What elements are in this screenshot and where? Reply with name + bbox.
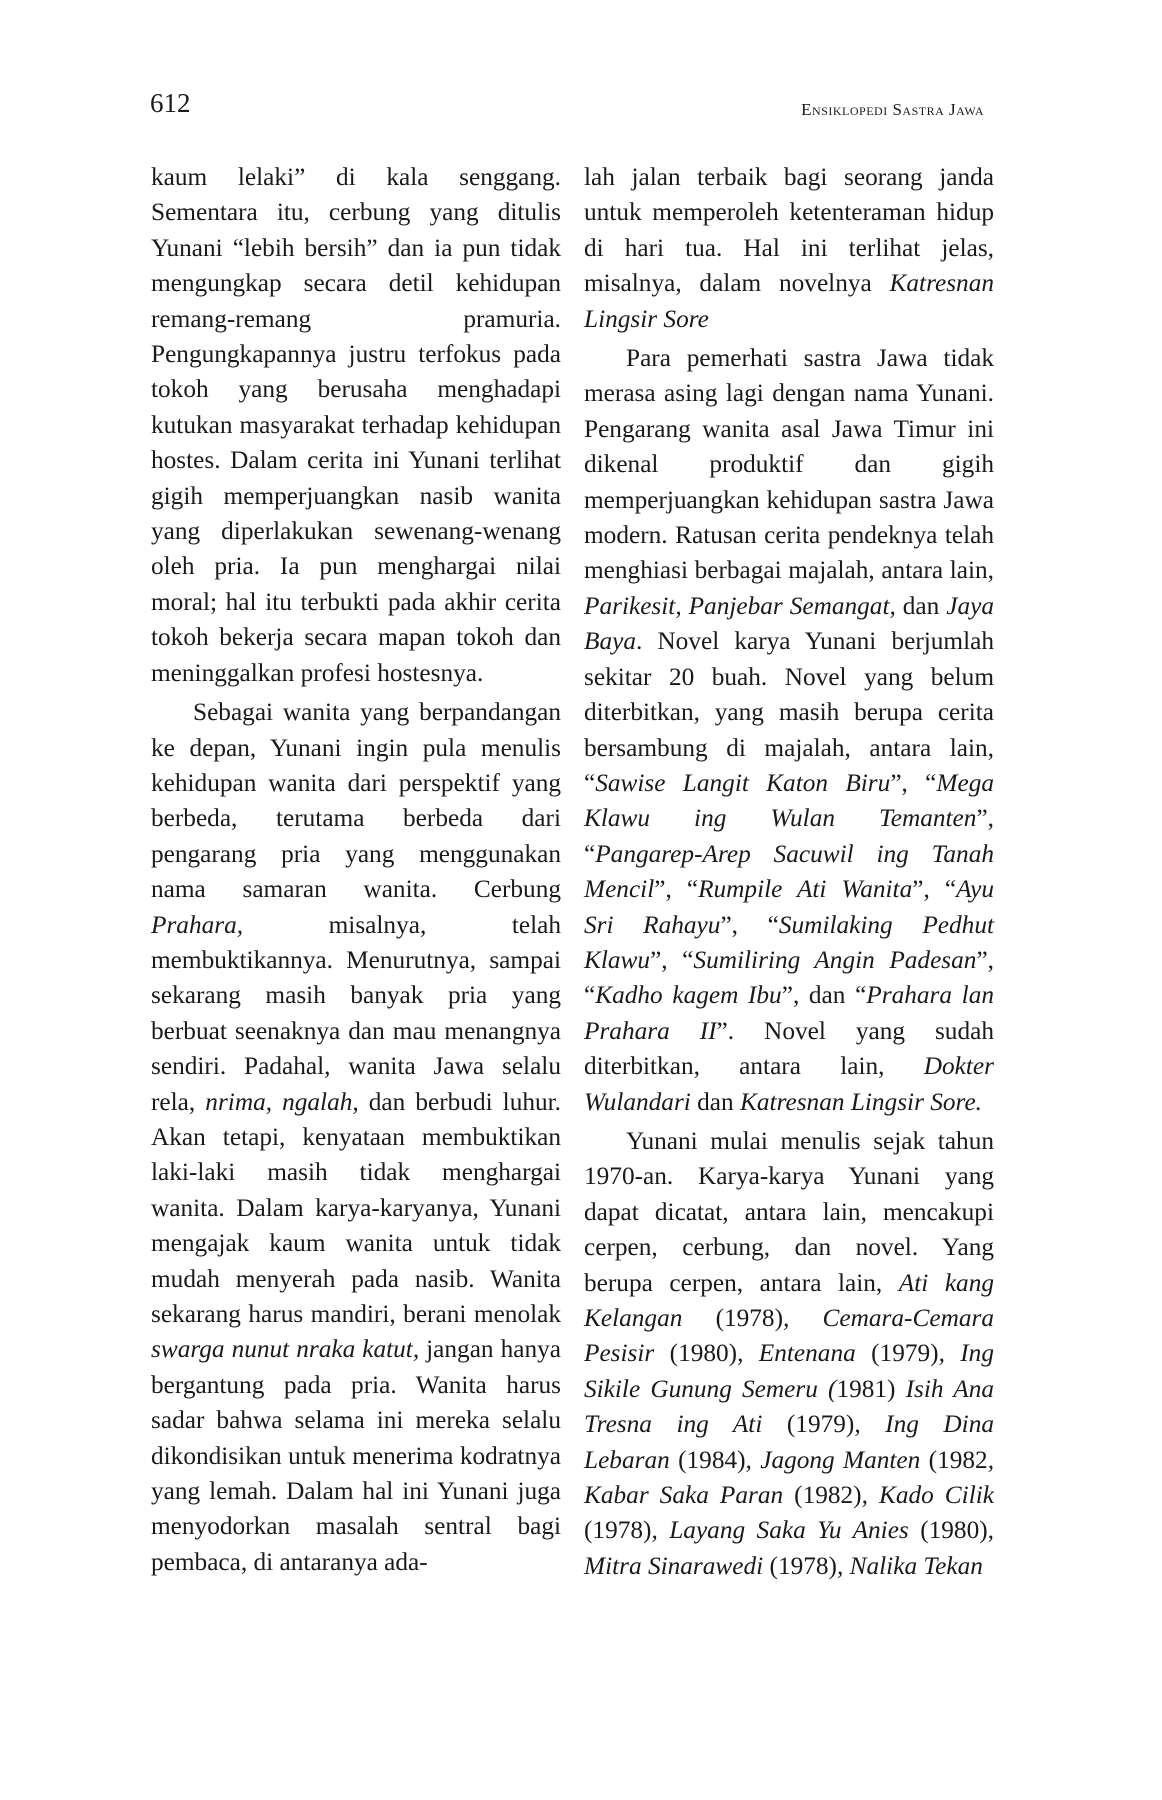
italic-title: , Jagong Manten — [745, 1445, 921, 1474]
text-run: ”, “ — [890, 768, 937, 797]
left-paragraph-1: kaum lelaki” di kala senggang. Sementara itu, cerbung yang ditulis Yunani “lebih bersih” dan ia pun tidak mengungkap secara detil kehidupan remang-remang pramuria. Pengungkapannya justru terfokus pada tokoh yang berusaha menghadapi kutukan masyarakat terhadap kehidupan hostes. Dalam cerita ini Yunani terlihat gigih memperjuangkan nasib wanita yang diperlakukan sewenang-wenang oleh pria. Ia pun menghargai nilai moral; hal itu terbukti pada akhir cerita tokoh bekerja secara mapan tokoh dan meninggalkan profesi hostesnya. — [151, 163, 561, 687]
left-column — [151, 160, 561, 1580]
italic-title: , Nalika Tekan — [836, 1551, 983, 1580]
right-column — [584, 160, 994, 1584]
text-run: . Novel karya Yunani berjumlah sekitar 20 buah. Novel yang belum diterbitkan, yang masih berupa cerita bersambung di majalah, antara lain, “ — [584, 627, 994, 797]
text-run: (1978) — [763, 1551, 837, 1580]
text-run: (1984) — [669, 1445, 746, 1474]
italic-title: , Ing Dina Lebaran — [584, 1410, 994, 1474]
italic-title: Mega Klawu ing Wulan Temanten — [584, 768, 995, 833]
page-number: 612 — [150, 88, 191, 118]
text-run: ”, “ — [584, 945, 994, 1010]
italic-title: Prahara, — [151, 910, 244, 939]
italic-title: Pangarep-Arep Sacuwil ing Tanah Mencil — [584, 839, 994, 904]
italic-title: Katresnan Lingsir Sore. — [740, 1087, 983, 1116]
text-run: ”, “ — [584, 804, 994, 868]
italic-title: , Mitra Sinarawedi — [584, 1516, 994, 1580]
italic-title: Ayu Sri Rahayu — [584, 875, 995, 939]
italic-term: swarga nunut nraka katut, — [151, 1335, 420, 1364]
right-paragraph-1 — [584, 160, 994, 337]
italic-title: Isih Ana Tresna ing Ati — [584, 1374, 995, 1439]
italic-title: Kadho kagem Ibu — [595, 981, 782, 1010]
text-run: (1982) — [783, 1481, 862, 1510]
text-run: ”, “ — [650, 945, 694, 974]
text-run: ”, dan “ — [781, 981, 867, 1010]
italic-title: Katresnan Lingsir Sore — [584, 269, 994, 333]
text-run: Sebagai wanita yang berpandangan ke depan, Yunani ingin pula menulis kehidupan wanita dari perspektif yang berbeda, terutama berbeda dari pengarang pria yang menggunakan nama samaran wanita. Cerbung — [151, 698, 561, 904]
italic-title: , Kado Cilik — [861, 1481, 994, 1510]
text-run: ”, “ — [720, 910, 779, 939]
text-run: 1981) — [836, 1374, 906, 1403]
italic-title: Prahara lan Prahara II — [584, 981, 994, 1045]
italic-title: Ati kang Kelangan — [584, 1268, 994, 1332]
italic-title: Sumiliring Angin Padesan — [693, 945, 977, 974]
text-run: ”. Novel yang sudah diterbitkan, antara lain, — [584, 1016, 994, 1081]
right-paragraph-3 — [584, 1124, 994, 1584]
italic-title: Parikesit, Panjebar Semangat, — [584, 591, 896, 620]
italic-title: Jaya Baya — [584, 591, 994, 656]
italic-title: Sumilaking Pedhut Klawu — [584, 910, 994, 974]
text-run: lah jalan terbaik bagi seorang janda untuk memperoleh ketenteraman hidup di hari tua. Hal ini terlihat jelas, misalnya, dalam novelnya — [584, 163, 994, 298]
italic-title: , Layang Saka Yu Anies — [651, 1516, 909, 1545]
text-run: Yunani mulai menulis sejak tahun 1970-an. Karya-karya Yunani yang dapat dicatat, antara lain, mencakupi cerpen, cerbung, dan novel. Yang berupa cerpen, antara lain, — [584, 1126, 994, 1297]
text-run: (1979) — [855, 1339, 939, 1368]
running-title: Ensiklopedi Sastra Jawa — [801, 100, 984, 119]
italic-title: Sawise Langit Katon Biru — [595, 768, 891, 797]
text-run: dan berbudi luhur. Akan tetapi, kenyataan membuktikan laki-laki masih tidak menghargai wanita. Dalam karya-karyanya, Yunani mengajak kaum wanita untuk tidak mudah menyerah pada nasib. Wanita sekarang harus mandiri, berani menolak — [151, 1087, 562, 1328]
italic-title: , Entenana — [737, 1339, 856, 1368]
italic-title: , Cemara-Cemara Pesisir — [584, 1304, 994, 1368]
text-run: misalnya, telah membuktikannya. Menurutnya, sampai sekarang masih banyak pria yang berbuat seenaknya dan mau menangnya sendiri. Padahal, wanita Jawa selalu rela, — [151, 910, 561, 1116]
text-run: ”, “ — [654, 875, 699, 904]
text-run: (1978) — [682, 1304, 784, 1332]
italic-title: Dokter Wulandari — [584, 1052, 994, 1116]
right-paragraph-2 — [584, 341, 994, 1120]
text-run: (1982 — [920, 1445, 988, 1474]
text-run: Para pemerhati sastra Jawa tidak merasa asing lagi dengan nama Yunani. Pengarang wanita asal Jawa Timur ini dikenal produktif dan gigih memperjuangkan kehidupan sastra Jawa modern. Ratusan cerita pendeknya telah menghiasi berbagai majalah, antara lain, — [584, 344, 994, 585]
text-run: dan — [690, 1087, 741, 1116]
text-run: (1978) — [584, 1516, 652, 1545]
text-run: (1980) — [908, 1516, 988, 1545]
italic-term: nrima, ngalah, — [205, 1087, 359, 1116]
text-run: ”, “ — [912, 875, 957, 904]
italic-title: , Kabar Saka Paran — [584, 1445, 995, 1510]
italic-title: Rumpile Ati Wanita — [698, 875, 913, 904]
text-run: dan — [895, 591, 947, 620]
text-run: (1979) — [762, 1410, 855, 1439]
text-run: (1980) — [654, 1339, 738, 1368]
italic-title: , Ing Sikile Gunung Semeru ( — [584, 1339, 994, 1403]
text-run: jangan hanya bergantung pada pria. Wanita harus sadar bahwa selama ini mereka selalu dikondisikan untuk menerima kodratnya yang lemah. Dalam hal ini Yunani juga menyodorkan masalah sentral bagi pembaca, di antaranya ada- — [151, 1335, 561, 1576]
left-paragraph-2 — [151, 695, 561, 1580]
